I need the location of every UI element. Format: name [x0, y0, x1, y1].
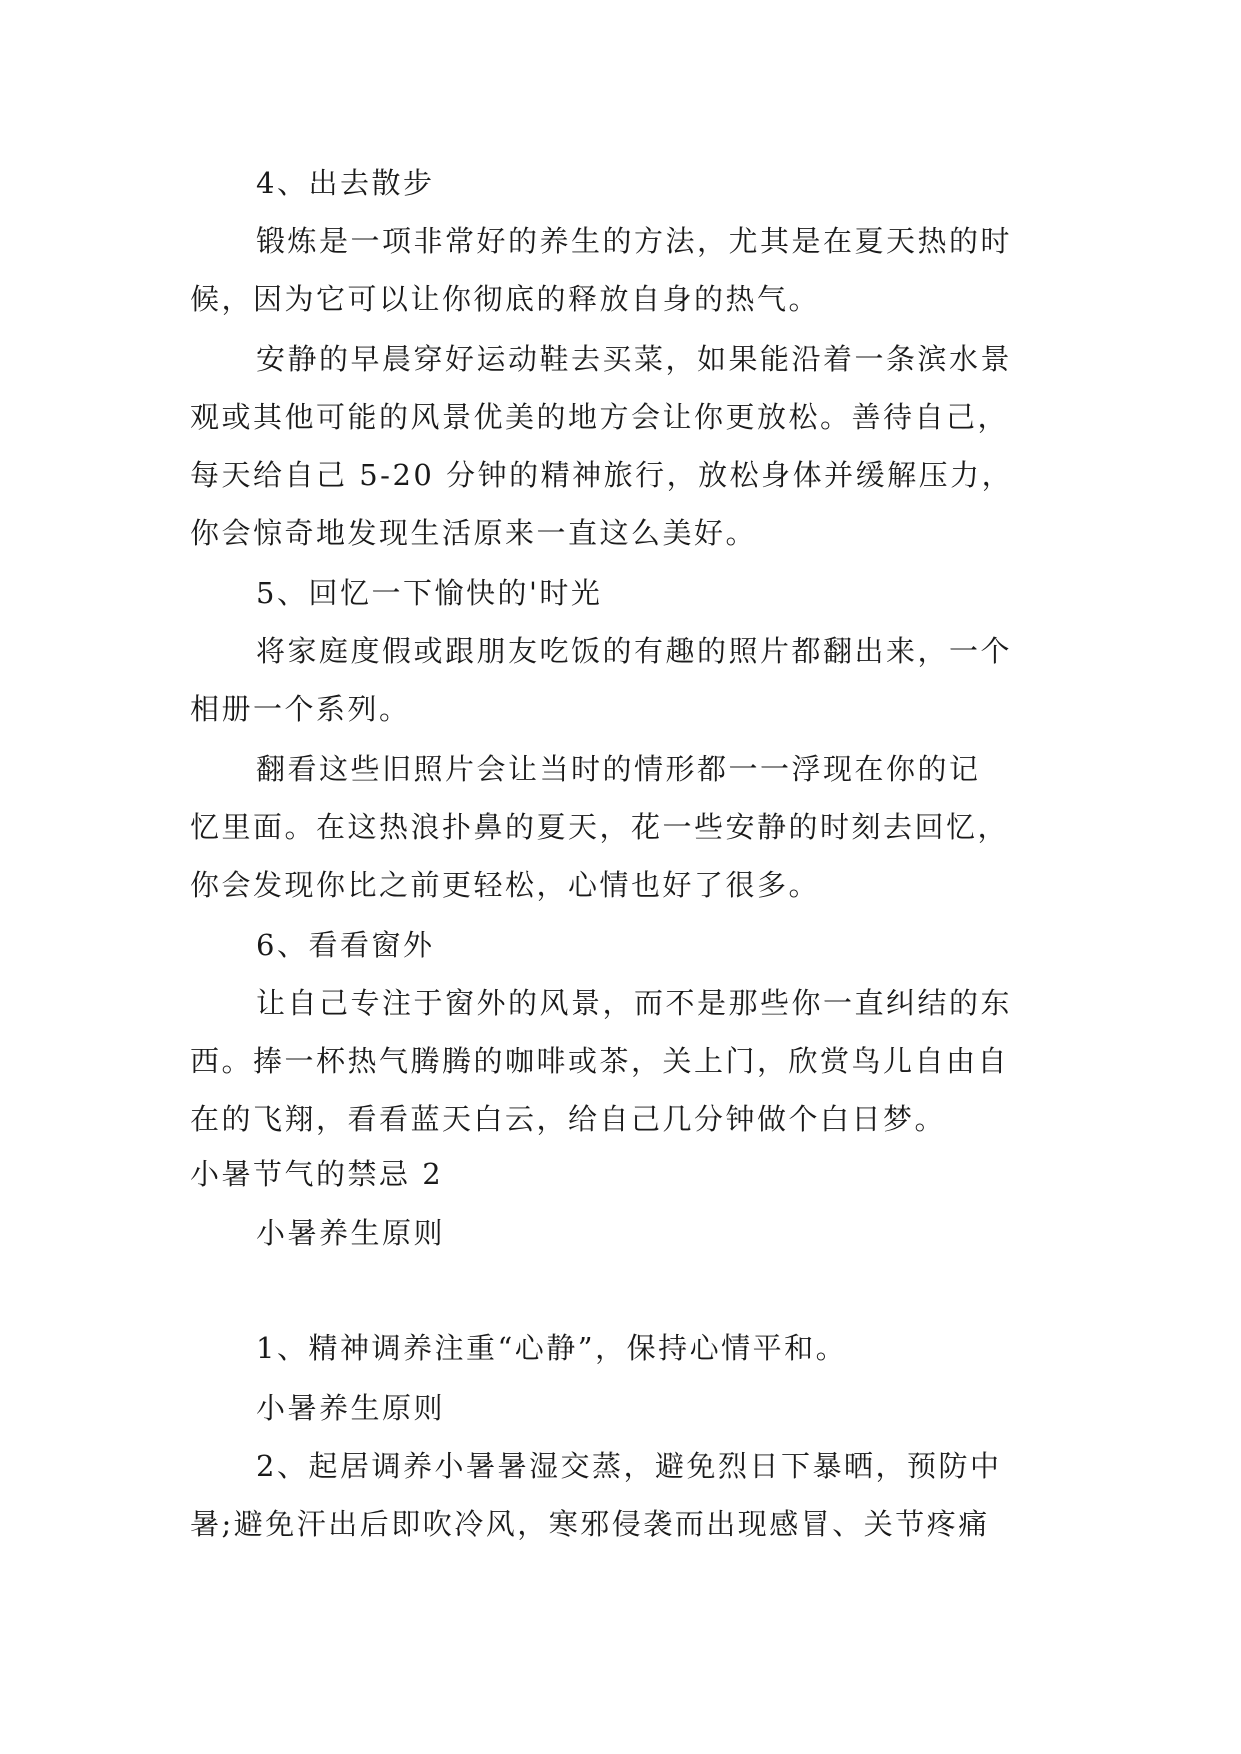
paragraph-line: 候，因为它可以让你彻底的释放自身的热气。 — [190, 282, 821, 316]
paragraph-line: 暑;避免汗出后即吹冷风，寒邪侵袭而出现感冒、关节疼痛 — [190, 1507, 990, 1541]
paragraph-line: 你会惊奇地发现生活原来一直这么美好。 — [190, 516, 758, 550]
paragraph-line: 1、精神调养注重“心静”，保持心情平和。 — [256, 1331, 848, 1365]
paragraph-line: 翻看这些旧照片会让当时的情形都一一浮现在你的记 — [256, 752, 981, 786]
paragraph-line: 锻炼是一项非常好的养生的方法，尤其是在夏天热的时 — [256, 224, 1013, 258]
paragraph-line: 相册一个系列。 — [190, 692, 411, 726]
paragraph-line: 安静的早晨穿好运动鞋去买菜，如果能沿着一条滨水景 — [256, 342, 1013, 376]
paragraph-line: 观或其他可能的风景优美的地方会让你更放松。善待自己， — [190, 400, 1010, 434]
section-title: 小暑节气的禁忌 2 — [190, 1157, 444, 1191]
paragraph-line: 将家庭度假或跟朋友吃饭的有趣的照片都翻出来，一个 — [256, 634, 1013, 668]
paragraph-line: 让自己专注于窗外的风景，而不是那些你一直纠结的东 — [256, 986, 1013, 1020]
paragraph-line: 西。捧一杯热气腾腾的咖啡或茶，关上门，欣赏鸟儿自由自 — [190, 1044, 1010, 1078]
paragraph-line: 2、起居调养小暑暑湿交蒸，避免烈日下暴晒，预防中 — [256, 1449, 1002, 1483]
paragraph-line: 每天给自己 5-20 分钟的精神旅行，放松身体并缓解压力， — [190, 458, 1014, 492]
heading-memories: 5、回忆一下愉快的'时光 — [256, 576, 603, 610]
subheading: 小暑养生原则 — [256, 1391, 446, 1425]
subheading: 小暑养生原则 — [256, 1216, 446, 1250]
heading-window: 6、看看窗外 — [256, 928, 435, 962]
paragraph-line: 在的飞翔，看看蓝天白云，给自己几分钟做个白日梦。 — [190, 1102, 947, 1136]
paragraph-line: 忆里面。在这热浪扑鼻的夏天，花一些安静的时刻去回忆， — [190, 810, 1010, 844]
paragraph-line: 你会发现你比之前更轻松，心情也好了很多。 — [190, 868, 821, 902]
heading-walk: 4、出去散步 — [256, 166, 435, 200]
